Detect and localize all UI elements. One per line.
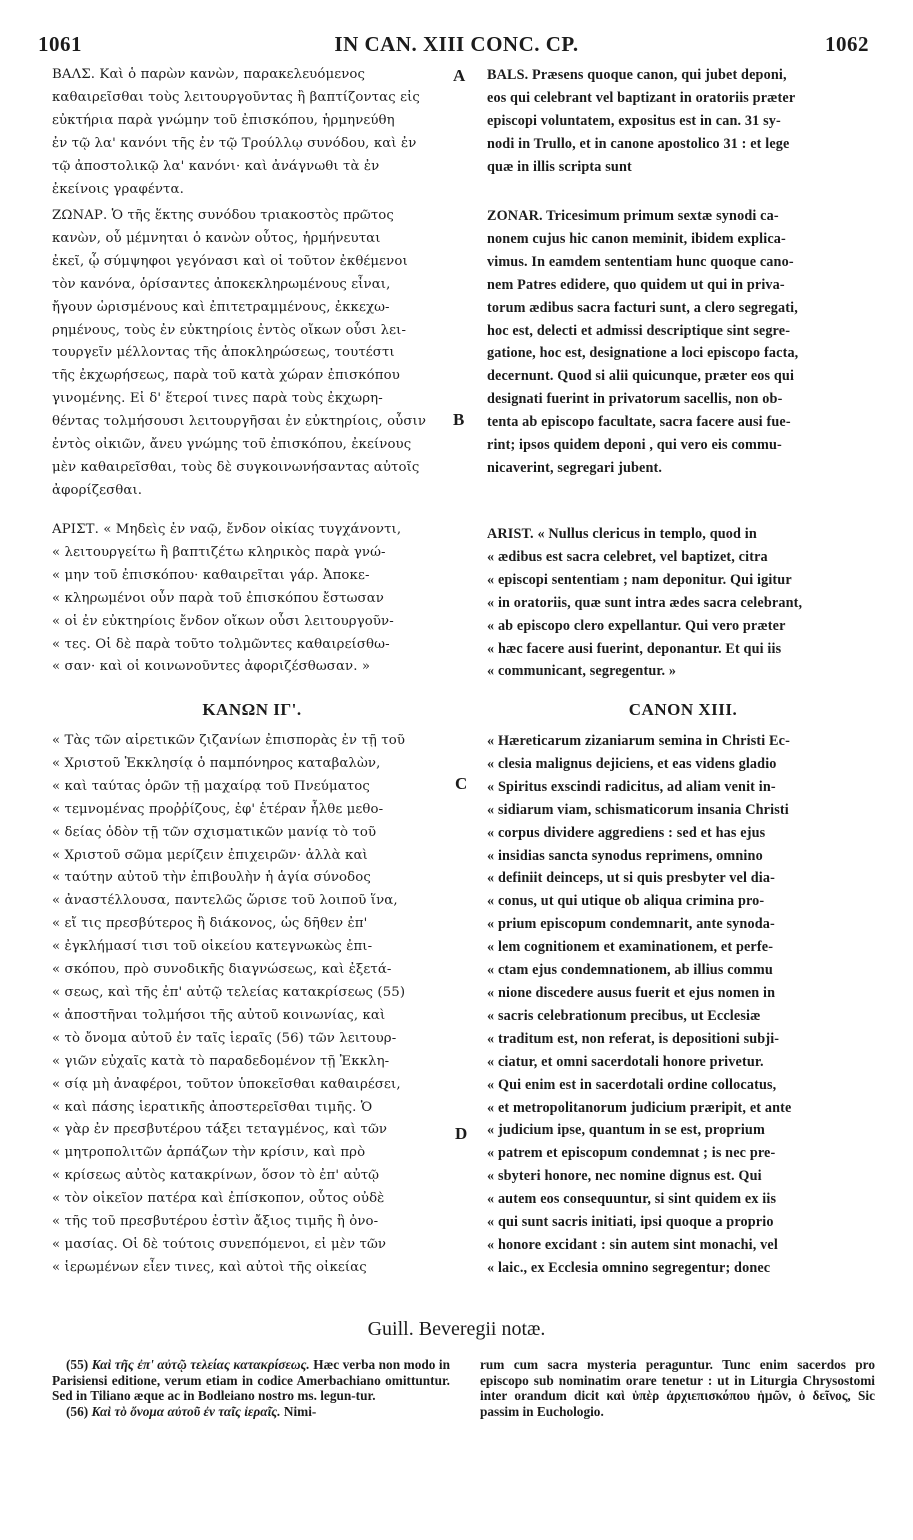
latin-line: vimus. In eamdem sententiam hunc quoque cano- bbox=[487, 253, 794, 270]
note-55-lemma: Καὶ τῆς ἐπ' αὐτῷ τελείας κατακρίσεως. bbox=[91, 1357, 310, 1372]
latin-line: « prium episcopum condemnarit, ante synoda- bbox=[487, 916, 775, 933]
note-56-tail: Nimi- bbox=[283, 1403, 317, 1419]
note-55-label: (55) bbox=[66, 1357, 89, 1372]
latin-line: nicaverint, segregari jubent. bbox=[487, 459, 663, 476]
greek-line: « τὸν οἰκεῖον πατέρα καὶ ἐπίσκοπον, οὗτος οὐδὲ bbox=[52, 1191, 385, 1207]
latin-line: « autem eos consequuntur, si sint quidem ex iis bbox=[487, 1191, 777, 1208]
greek-line: μὲν καθαιρεῖσθαι, τοὺς δὲ συγκοινωνήσαντας αὐτοῖς bbox=[52, 459, 420, 475]
latin-line: nem Patres edidere, quo quidem ut qui in priva- bbox=[487, 276, 785, 293]
marker-c: C bbox=[455, 774, 468, 793]
greek-line: « τὸ ὄνομα αὐτοῦ ἐν ταῖς ἱεραῖς (56) τῶν λειτουρ- bbox=[52, 1030, 397, 1046]
latin-line: « qui sunt sacris initiati, ipsi quoque a proprio bbox=[487, 1214, 774, 1231]
latin-line: « judicium ipse, quantum in se est, proprium bbox=[487, 1122, 765, 1139]
greek-line: ρημένους, τοὺς ἐν εὐκτηρίοις ἐντὸς οἴκων οὖσι λει- bbox=[52, 322, 407, 338]
greek-line: « καὶ ταύτας ὁρῶν τῇ μαχαίρᾳ τοῦ Πνεύματος bbox=[52, 778, 370, 794]
greek-line: « κρίσεως αὐτὸς κατακρίνων, ὅσον τὸ ἐπ' αὐτῷ bbox=[52, 1168, 380, 1184]
greek-line: τουργεῖν μέλλοντας τῆς ἀποκληρώσεως, τουτέστι bbox=[52, 345, 395, 361]
greek-line: « σεως, καὶ τῆς ἐπ' αὐτῷ τελείας κατακρίσεως (55) bbox=[52, 984, 406, 1000]
greek-line: « μασίας. Οἱ δὲ τούτοις συνεπόμενοι, εἰ μὲν τῶν bbox=[52, 1236, 387, 1252]
latin-line: rint; ipsos quidem deponi , qui vero eis commu- bbox=[487, 437, 782, 454]
greek-line: « εἴ τις πρεσβύτερος ἢ διάκονος, ὡς δῆθεν ἐπ' bbox=[52, 916, 368, 932]
running-title: IN CAN. XIII CONC. CP. bbox=[334, 32, 579, 56]
greek-line: ΑΡΙΣΤ. « Μηδεὶς ἐν ναῷ, ἔνδον οἰκίας τυγχάνοντι, bbox=[52, 522, 402, 537]
latin-line: « corpus dividere aggrediens : sed et has ejus bbox=[487, 824, 766, 841]
greek-line: κανὼν, οὗ μέμνηται ὁ κανὼν οὗτος, ἡρμήνευται bbox=[52, 230, 381, 246]
note-56-lemma: Καὶ τὸ ὄνομα αὐτοῦ ἐν ταῖς ἱεραῖς. bbox=[91, 1403, 281, 1419]
latin-line: « patrem et episcopum condemnat ; is nec pre- bbox=[487, 1145, 776, 1162]
latin-line: « nione discedere ausus fuerit et ejus nomen in bbox=[487, 984, 776, 1001]
greek-line: « Χριστοῦ σῶμα μερίζειν ἐπιχειρῶν· ἀλλὰ καὶ bbox=[52, 847, 368, 863]
greek-line: « δείας ὁδὸν τῇ τῶν σχισματικῶν μανίᾳ τὸ τοῦ bbox=[52, 824, 377, 840]
latin-line: « ctam ejus condemnationem, ab illius commu bbox=[487, 962, 773, 979]
notes-right-column bbox=[480, 1357, 875, 1419]
greek-line: « Τὰς τῶν αἱρετικῶν ζιζανίων ἐπισπορὰς ἐν τῇ τοῦ bbox=[52, 733, 405, 748]
greek-line: « ἀποστῆναι τολμήσοι τῆς αὐτοῦ κοινωνίας, καὶ bbox=[52, 1007, 386, 1023]
latin-line: « sacris celebrationum precibus, ut Ecclesiæ bbox=[487, 1007, 761, 1024]
greek-line: « σκόπου, πρὸ συνοδικῆς διαγνώσεως, καὶ ἐξετά- bbox=[52, 962, 392, 978]
latin-line: « hæc facere ausi fuerint, deponantur. Et qui iis bbox=[487, 640, 782, 657]
greek-zonaras bbox=[52, 205, 452, 503]
greek-canon-title: ΚΑΝΩΝ ΙΓ'. bbox=[202, 700, 302, 719]
latin-line: « definiit deinceps, ut si quis presbyter vel dia- bbox=[487, 870, 775, 887]
latin-line: « lem cognitionem et examinationem, et perfe- bbox=[487, 939, 774, 956]
greek-line: τῷ ἀποστολικῷ λα' κανόνι· καὶ ἀνάγνωθι τὰ ἐν bbox=[52, 158, 380, 174]
note-55 bbox=[52, 1357, 450, 1404]
greek-line: « σαν· καὶ οἱ κοινωνοῦντες ἀφοριζέσθωσαν. » bbox=[52, 659, 371, 675]
latin-line: « episcopi sententiam ; nam deponitur. Qui igitur bbox=[487, 571, 792, 588]
latin-line: nonem cujus hic canon meminit, ibidem explica- bbox=[487, 230, 786, 247]
greek-line: θέντας τολμήσουσι λειτουργῆσαι ἐν εὐκτηρίοις, οὖσιν bbox=[52, 414, 427, 430]
greek-line: ἐκείνοις γραφέντα. bbox=[52, 181, 184, 197]
greek-balsamon bbox=[52, 64, 452, 201]
latin-canon-text bbox=[487, 730, 879, 1280]
greek-line: « γὰρ ἐν πρεσβυτέρου τάξει τεταγμένος, καὶ τῶν bbox=[52, 1122, 388, 1138]
latin-line: « et metropolitanorum judicium præripit, et ante bbox=[487, 1099, 792, 1116]
latin-line: « Spiritus exscindi radicitus, ad aliam venit in- bbox=[487, 778, 776, 795]
latin-line: ARIST. « Nullus clericus in templo, quod in bbox=[487, 526, 757, 542]
greek-line: « τῆς τοῦ πρεσβυτέρου ἐστὶν ἄξιος τιμῆς ἢ ὀνο- bbox=[52, 1214, 379, 1230]
latin-line: quæ in illis scripta sunt bbox=[487, 158, 632, 175]
latin-aristenus bbox=[487, 523, 879, 683]
latin-line: « in oratoriis, quæ sunt intra ædes sacra celebrant, bbox=[487, 594, 803, 611]
notes-title: Guill. Beveregii notæ. bbox=[367, 1318, 546, 1340]
note-56-continuation: rum cum sacra mysteria peraguntur. Tunc enim sacerdos pro episcopo sub nominatim orare tenetur : ut in Liturgia Chrysostomi inter orandum dicit καὶ ὑπὲρ ἀρχιεπισκόπου ἡμῶν, ὁ δεῖνος, Sic passim in Euchologio. bbox=[480, 1357, 875, 1419]
greek-line: ΒΑΛΣ. Καὶ ὁ παρὼν κανὼν, παρακελευόμενος bbox=[52, 67, 366, 82]
latin-zonaras bbox=[487, 205, 879, 480]
latin-line: « Qui enim est in sacerdotali ordine collocatus, bbox=[487, 1076, 777, 1093]
latin-line: ZONAR. Tricesimum primum sextæ synodi ca- bbox=[487, 208, 779, 224]
latin-line: hoc est, delecti et admissi descriptique sint segre- bbox=[487, 322, 791, 339]
greek-line: « κληρωμένοι οὖν παρὰ τοῦ ἐπισκόπου ἔστωσαν bbox=[52, 590, 384, 606]
greek-line: εὐκτήρια παρὰ γνώμην τοῦ ἐπισκόπου, ἡρμηνεύθη bbox=[52, 112, 395, 128]
greek-line: « Χριστοῦ Ἐκκλησίᾳ ὁ παμπόνηρος καταβαλὼν, bbox=[52, 755, 381, 771]
greek-line: γινομένης. Εἰ δ' ἕτεροί τινες παρὰ τοὺς ἐκχωρη- bbox=[52, 391, 383, 407]
latin-line: gatione, hoc est, designatione a loci episcopo facta, bbox=[487, 345, 799, 362]
greek-aristenus bbox=[52, 519, 452, 679]
greek-line: « γιῶν εὐχαῖς κατὰ τὸ παραδεδομένον τῇ Ἐκκλη- bbox=[52, 1053, 390, 1069]
greek-line: « οἱ ἐν εὐκτηρίοις ἔνδον οἴκων οὖσι λειτουργοῦν- bbox=[52, 613, 394, 629]
greek-line: ἀφορίζεσθαι. bbox=[52, 482, 143, 498]
latin-balsamon bbox=[487, 64, 879, 179]
marker-b: B bbox=[453, 410, 465, 429]
latin-line: « traditum est, non referat, is depositioni subji- bbox=[487, 1030, 780, 1047]
latin-line: « insidias sancta synodus reprimens, omnino bbox=[487, 847, 763, 864]
greek-line: « μητροπολιτῶν ἁρπάζων τὴν κρίσιν, καὶ πρὸ bbox=[52, 1145, 366, 1161]
latin-line: « sbyteri honore, nec nomine dignus est. Qui bbox=[487, 1168, 762, 1185]
greek-line: ἐντὸς οἰκιῶν, ἄνευ γνώμης τοῦ ἐπισκόπου, ἐκείνους bbox=[52, 437, 412, 453]
greek-line: « σίᾳ μὴ ἀναφέροι, τοῦτον ὑποκεῖσθαι καθαιρέσει, bbox=[52, 1076, 401, 1092]
greek-line: « ταύτην αὐτοῦ τὴν ἐπιβουλὴν ἡ ἁγία σύνοδος bbox=[52, 870, 371, 886]
latin-canon-title: CANON XIII. bbox=[628, 700, 738, 719]
greek-line: « ἐγκλήμασί τισι τοῦ οἰκείου κατεγνωκὼς ἐπι- bbox=[52, 939, 373, 955]
left-page-number: 1061 bbox=[38, 32, 82, 56]
notes-left-column bbox=[52, 1357, 450, 1419]
latin-line: « ab episcopo clero expellantur. Qui vero præter bbox=[487, 617, 786, 634]
marker-a: A bbox=[453, 66, 466, 85]
greek-line: « τες. Οἱ δὲ παρὰ τοῦτο τολμῶντες καθαιρείσθω- bbox=[52, 636, 390, 652]
latin-line: eos qui celebrant vel baptizant in oratoriis præter bbox=[487, 89, 796, 106]
greek-line: τῆς ἐκχωρήσεως, παρὰ τοῦ κατὰ χώραν ἐπισκόπου bbox=[52, 368, 400, 384]
latin-line: « conus, ut qui utique ob aliqua crimina pro- bbox=[487, 893, 765, 910]
right-page-number: 1062 bbox=[825, 32, 869, 56]
greek-line: « τεμνομένας προῤῥίζους, ἐφ' ἑτέραν ἦλθε μεθο- bbox=[52, 801, 384, 817]
latin-line: « Hæreticarum zizaniarum semina in Christi Ec- bbox=[487, 733, 790, 749]
latin-line: « communicant, segregentur. » bbox=[487, 663, 677, 680]
greek-line: « μην τοῦ ἐπισκόπου· καθαιρεῖται γάρ. Ἀποκε- bbox=[52, 567, 370, 583]
latin-line: « sidiarum viam, schismaticorum insania Christi bbox=[487, 801, 789, 818]
greek-line: « ἀναστέλλουσα, παντελῶς ὥρισε τοῦ λοιποῦ ἵνα, bbox=[52, 893, 398, 909]
latin-line: « ciatur, et omni sacerdotali honore privetur. bbox=[487, 1053, 764, 1070]
note-55-text: Hæc verba non modo in Parisiensi editione, verum etiam in codice Amerbachiano omittuntur. Sed in Tiliano æque ac in Bodleiano nostro ms. legun-tur. bbox=[52, 1357, 451, 1403]
greek-line: τὸν κανόνα, ὁρίσαντες ἀποκεκληρωμένους εἶναι, bbox=[52, 276, 391, 292]
greek-line: « καὶ πάσης ἱερατικῆς ἀποστερεῖσθαι τιμῆς. Ὁ bbox=[52, 1099, 373, 1115]
page-header bbox=[0, 32, 913, 62]
greek-line: ἐκεῖ, ᾧ σύμψηφοι γεγόνασι καὶ οἱ τοῦτον ἐκθέμενοι bbox=[52, 253, 408, 269]
greek-line: ἤγουν ὡρισμένους καὶ ἐπιτετραμμένους, ἐκκεχω- bbox=[52, 299, 390, 315]
latin-line: designati fuerint in privatorum sacellis, non ob- bbox=[487, 391, 783, 408]
latin-line: BALS. Præsens quoque canon, qui jubet deponi, bbox=[487, 67, 787, 83]
greek-line: « λειτουργείτω ἢ βαπτιζέτω κληρικὸς παρὰ γνώ- bbox=[52, 544, 386, 560]
greek-line: καθαιρεῖσθαι τοὺς λειτουργοῦντας ἢ βαπτίζοντας εἰς bbox=[52, 89, 420, 105]
note-56-label: (56) bbox=[66, 1403, 89, 1419]
marker-d: D bbox=[455, 1124, 468, 1143]
greek-canon-text bbox=[52, 730, 452, 1280]
greek-line: ἐν τῷ λα' κανόνι τῆς ἐν τῷ Τρούλλῳ συνόδου, καὶ ἐν bbox=[52, 135, 417, 151]
latin-line: « laic., ex Ecclesia omnino segregentur; donec bbox=[487, 1259, 771, 1276]
latin-line: « honore excidant : sin autem sint monachi, vel bbox=[487, 1236, 778, 1253]
latin-line: « clesia malignus dejiciens, et eas videns gladio bbox=[487, 755, 777, 772]
greek-line: ΖΩΝΑΡ. Ὁ τῆς ἕκτης συνόδου τριακοστὸς πρῶτος bbox=[52, 208, 394, 223]
latin-line: episcopi voluntatem, expositus est in can. 31 sy- bbox=[487, 112, 781, 129]
latin-line: decernunt. Quod si alii quicunque, præter eos qui bbox=[487, 368, 795, 385]
greek-line: « ἱερωμένων εἶεν τινες, καὶ αὐτοὶ τῆς οἰκείας bbox=[52, 1259, 367, 1275]
latin-line: nodi in Trullo, et in canone apostolico 31 : et lege bbox=[487, 135, 790, 152]
latin-line: « ædibus est sacra celebret, vel baptizet, citra bbox=[487, 548, 768, 565]
latin-line: torum ædibus sacra facturi sunt, a clero segregati, bbox=[487, 299, 798, 316]
latin-line: tenta ab episcopo facultate, sacra facere ausi fue- bbox=[487, 414, 791, 431]
note-56 bbox=[52, 1404, 450, 1420]
